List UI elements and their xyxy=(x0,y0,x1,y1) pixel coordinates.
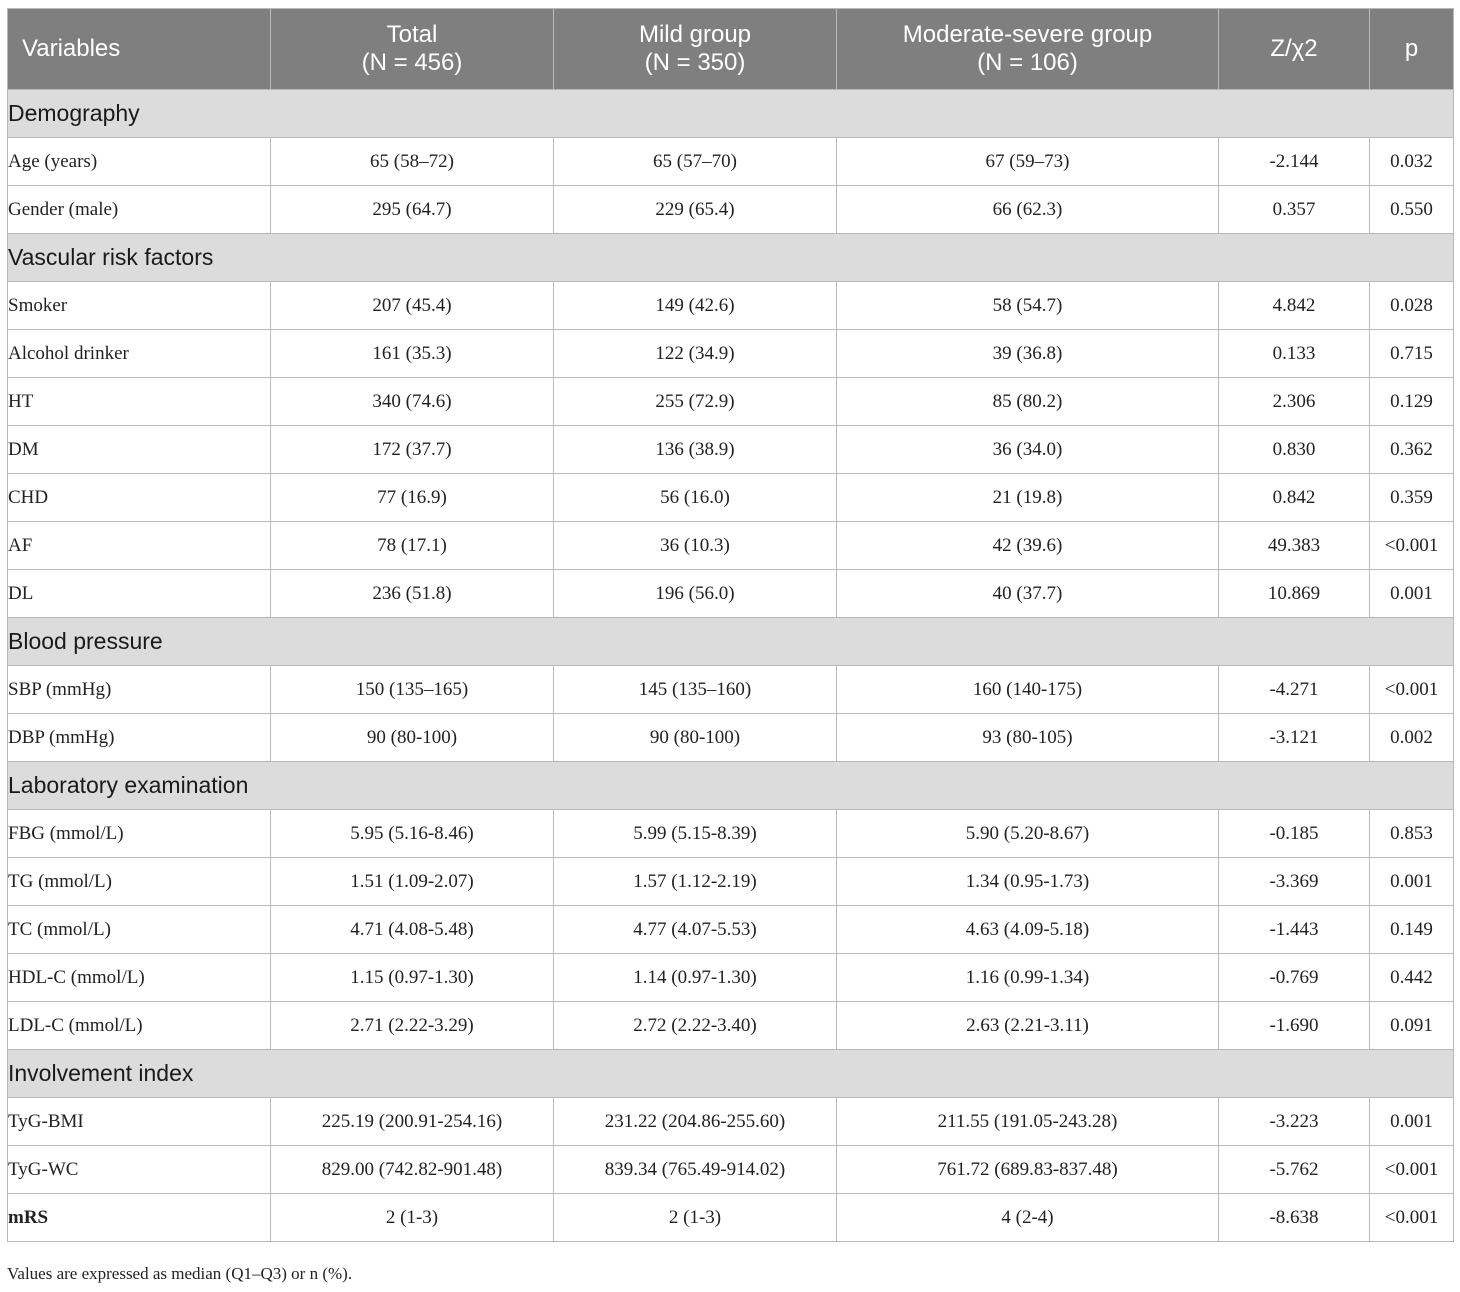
moderate-cell: 4 (2-4) xyxy=(837,1194,1219,1242)
statistic-cell: 2.306 xyxy=(1219,378,1370,426)
section-title: Demography xyxy=(8,90,1454,138)
statistic-cell: 49.383 xyxy=(1219,522,1370,570)
total-cell: 1.51 (1.09-2.07) xyxy=(271,858,554,906)
table-row xyxy=(8,810,1454,858)
statistic-cell: 0.133 xyxy=(1219,330,1370,378)
moderate-cell: 21 (19.8) xyxy=(837,474,1219,522)
p-value-cell: 0.715 xyxy=(1370,330,1454,378)
section-header-row xyxy=(8,234,1454,282)
section-title: Laboratory examination xyxy=(8,762,1454,810)
statistic-cell: -4.271 xyxy=(1219,666,1370,714)
mild-cell: 229 (65.4) xyxy=(554,186,837,234)
table-footnote: Values are expressed as median (Q1–Q3) or n (%). xyxy=(7,1264,353,1283)
table-row xyxy=(8,906,1454,954)
row-label: Alcohol drinker xyxy=(8,330,271,378)
statistic-cell: -1.443 xyxy=(1219,906,1370,954)
p-value-cell: 0.001 xyxy=(1370,858,1454,906)
statistic-cell: -3.223 xyxy=(1219,1098,1370,1146)
moderate-cell: 66 (62.3) xyxy=(837,186,1219,234)
table-row xyxy=(8,858,1454,906)
mild-cell: 2 (1-3) xyxy=(554,1194,837,1242)
table-row xyxy=(8,138,1454,186)
row-label: TG (mmol/L) xyxy=(8,858,271,906)
row-label: LDL-C (mmol/L) xyxy=(8,1002,271,1050)
p-value-cell: 0.149 xyxy=(1370,906,1454,954)
statistic-cell: 0.357 xyxy=(1219,186,1370,234)
table-row xyxy=(8,666,1454,714)
row-label: TC (mmol/L) xyxy=(8,906,271,954)
p-value-cell: 0.362 xyxy=(1370,426,1454,474)
table-row xyxy=(8,1194,1454,1242)
statistic-cell: -3.369 xyxy=(1219,858,1370,906)
table-row xyxy=(8,1002,1454,1050)
moderate-cell: 761.72 (689.83-837.48) xyxy=(837,1146,1219,1194)
mild-cell: 1.14 (0.97-1.30) xyxy=(554,954,837,1002)
total-cell: 829.00 (742.82-901.48) xyxy=(271,1146,554,1194)
mild-cell: 122 (34.9) xyxy=(554,330,837,378)
moderate-cell: 42 (39.6) xyxy=(837,522,1219,570)
table-row xyxy=(8,282,1454,330)
total-cell: 1.15 (0.97-1.30) xyxy=(271,954,554,1002)
total-cell: 172 (37.7) xyxy=(271,426,554,474)
row-label: TyG-BMI xyxy=(8,1098,271,1146)
moderate-cell: 5.90 (5.20-8.67) xyxy=(837,810,1219,858)
moderate-cell: 1.16 (0.99-1.34) xyxy=(837,954,1219,1002)
moderate-cell: 93 (80-105) xyxy=(837,714,1219,762)
statistic-cell: 0.842 xyxy=(1219,474,1370,522)
total-cell: 4.71 (4.08-5.48) xyxy=(271,906,554,954)
moderate-cell: 85 (80.2) xyxy=(837,378,1219,426)
mild-cell: 90 (80-100) xyxy=(554,714,837,762)
total-cell: 78 (17.1) xyxy=(271,522,554,570)
statistic-cell: -0.185 xyxy=(1219,810,1370,858)
statistic-cell: -8.638 xyxy=(1219,1194,1370,1242)
p-value-cell: <0.001 xyxy=(1370,666,1454,714)
p-value-cell: 0.550 xyxy=(1370,186,1454,234)
header-p-value: p xyxy=(1370,9,1454,90)
p-value-cell: 0.001 xyxy=(1370,570,1454,618)
mild-cell: 5.99 (5.15-8.39) xyxy=(554,810,837,858)
p-value-cell: 0.032 xyxy=(1370,138,1454,186)
moderate-cell: 40 (37.7) xyxy=(837,570,1219,618)
mild-cell: 4.77 (4.07-5.53) xyxy=(554,906,837,954)
row-label: Age (years) xyxy=(8,138,271,186)
mild-cell: 1.57 (1.12-2.19) xyxy=(554,858,837,906)
p-value-cell: 0.129 xyxy=(1370,378,1454,426)
statistic-cell: -2.144 xyxy=(1219,138,1370,186)
table-row xyxy=(8,378,1454,426)
moderate-cell: 36 (34.0) xyxy=(837,426,1219,474)
mild-cell: 196 (56.0) xyxy=(554,570,837,618)
p-value-cell: <0.001 xyxy=(1370,1194,1454,1242)
header-mild-group: Mild group (N = 350) xyxy=(554,9,837,90)
section-title: Blood pressure xyxy=(8,618,1454,666)
mild-cell: 145 (135–160) xyxy=(554,666,837,714)
p-value-cell: 0.002 xyxy=(1370,714,1454,762)
total-cell: 65 (58–72) xyxy=(271,138,554,186)
row-label: mRS xyxy=(8,1194,271,1242)
table-row xyxy=(8,330,1454,378)
total-cell: 161 (35.3) xyxy=(271,330,554,378)
moderate-cell: 58 (54.7) xyxy=(837,282,1219,330)
moderate-cell: 160 (140-175) xyxy=(837,666,1219,714)
table-row xyxy=(8,186,1454,234)
table-row xyxy=(8,714,1454,762)
row-label: DM xyxy=(8,426,271,474)
total-cell: 2.71 (2.22-3.29) xyxy=(271,1002,554,1050)
total-cell: 77 (16.9) xyxy=(271,474,554,522)
table-row xyxy=(8,522,1454,570)
row-label: DL xyxy=(8,570,271,618)
mild-cell: 255 (72.9) xyxy=(554,378,837,426)
total-cell: 236 (51.8) xyxy=(271,570,554,618)
p-value-cell: 0.001 xyxy=(1370,1098,1454,1146)
header-moderate-severe-group: Moderate-severe group (N = 106) xyxy=(837,9,1219,90)
row-label: TyG-WC xyxy=(8,1146,271,1194)
statistic-cell: -1.690 xyxy=(1219,1002,1370,1050)
baseline-characteristics-table xyxy=(7,8,1454,1242)
section-title: Vascular risk factors xyxy=(8,234,1454,282)
row-label: AF xyxy=(8,522,271,570)
section-header-row xyxy=(8,1050,1454,1098)
mild-cell: 136 (38.9) xyxy=(554,426,837,474)
p-value-cell: <0.001 xyxy=(1370,522,1454,570)
statistic-cell: 0.830 xyxy=(1219,426,1370,474)
header-row xyxy=(8,9,1454,90)
total-cell: 90 (80-100) xyxy=(271,714,554,762)
table-row xyxy=(8,1098,1454,1146)
moderate-cell: 39 (36.8) xyxy=(837,330,1219,378)
total-cell: 295 (64.7) xyxy=(271,186,554,234)
table-row xyxy=(8,570,1454,618)
statistic-cell: -0.769 xyxy=(1219,954,1370,1002)
section-header-row xyxy=(8,762,1454,810)
p-value-cell: 0.359 xyxy=(1370,474,1454,522)
mild-cell: 149 (42.6) xyxy=(554,282,837,330)
row-label: FBG (mmol/L) xyxy=(8,810,271,858)
mild-cell: 65 (57–70) xyxy=(554,138,837,186)
header-variables: Variables xyxy=(8,9,271,90)
moderate-cell: 4.63 (4.09-5.18) xyxy=(837,906,1219,954)
table-row xyxy=(8,426,1454,474)
section-header-row xyxy=(8,618,1454,666)
mild-cell: 36 (10.3) xyxy=(554,522,837,570)
section-header-row xyxy=(8,90,1454,138)
row-label: DBP (mmHg) xyxy=(8,714,271,762)
total-cell: 150 (135–165) xyxy=(271,666,554,714)
p-value-cell: 0.028 xyxy=(1370,282,1454,330)
p-value-cell: <0.001 xyxy=(1370,1146,1454,1194)
row-label: HT xyxy=(8,378,271,426)
row-label: Smoker xyxy=(8,282,271,330)
header-statistic: Z/χ2 xyxy=(1219,9,1370,90)
total-cell: 207 (45.4) xyxy=(271,282,554,330)
table-row xyxy=(8,474,1454,522)
mild-cell: 2.72 (2.22-3.40) xyxy=(554,1002,837,1050)
p-value-cell: 0.091 xyxy=(1370,1002,1454,1050)
table-row xyxy=(8,954,1454,1002)
header-total: Total (N = 456) xyxy=(271,9,554,90)
p-value-cell: 0.442 xyxy=(1370,954,1454,1002)
mild-cell: 231.22 (204.86-255.60) xyxy=(554,1098,837,1146)
statistic-cell: 10.869 xyxy=(1219,570,1370,618)
statistic-cell: -5.762 xyxy=(1219,1146,1370,1194)
total-cell: 225.19 (200.91-254.16) xyxy=(271,1098,554,1146)
moderate-cell: 67 (59–73) xyxy=(837,138,1219,186)
statistic-cell: 4.842 xyxy=(1219,282,1370,330)
total-cell: 340 (74.6) xyxy=(271,378,554,426)
total-cell: 2 (1-3) xyxy=(271,1194,554,1242)
row-label: SBP (mmHg) xyxy=(8,666,271,714)
moderate-cell: 2.63 (2.21-3.11) xyxy=(837,1002,1219,1050)
moderate-cell: 1.34 (0.95-1.73) xyxy=(837,858,1219,906)
table-row xyxy=(8,1146,1454,1194)
p-value-cell: 0.853 xyxy=(1370,810,1454,858)
statistic-cell: -3.121 xyxy=(1219,714,1370,762)
mild-cell: 56 (16.0) xyxy=(554,474,837,522)
row-label: CHD xyxy=(8,474,271,522)
section-title: Involvement index xyxy=(8,1050,1454,1098)
moderate-cell: 211.55 (191.05-243.28) xyxy=(837,1098,1219,1146)
row-label: Gender (male) xyxy=(8,186,271,234)
mild-cell: 839.34 (765.49-914.02) xyxy=(554,1146,837,1194)
total-cell: 5.95 (5.16-8.46) xyxy=(271,810,554,858)
row-label: HDL-C (mmol/L) xyxy=(8,954,271,1002)
